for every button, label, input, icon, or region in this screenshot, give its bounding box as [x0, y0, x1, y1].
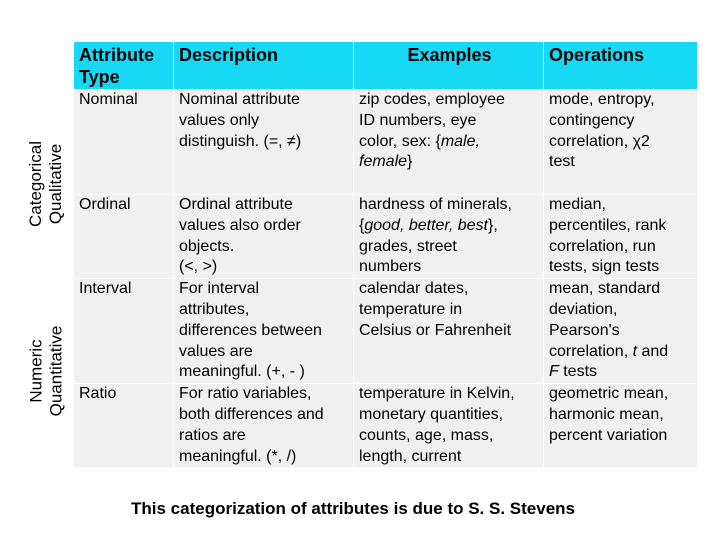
cell-description — [174, 384, 354, 468]
description-line: For ratio variables, — [179, 385, 312, 403]
description-line: differences between — [179, 321, 322, 339]
examples-line: zip codes, employee — [359, 91, 505, 108]
side-label-categorical-line2: Qualitative — [46, 143, 65, 224]
cell-description — [174, 279, 354, 384]
operations-line: correlation, t and — [549, 342, 669, 360]
operations-line: median, — [549, 196, 606, 213]
description-line: values are — [179, 342, 253, 360]
cell-description — [174, 90, 354, 195]
description-line: distinguish. (=, ≠) — [179, 132, 302, 150]
examples-line: length, current — [359, 447, 462, 465]
cell-operations — [544, 279, 698, 384]
examples-line: ID numbers, eye — [359, 111, 477, 129]
header-examples: Examples — [354, 42, 544, 90]
cell-type: Ratio — [74, 384, 174, 468]
description-line: attributes, — [179, 300, 250, 318]
examples-line: calendar dates, — [359, 280, 469, 298]
operations-line: percentiles, rank — [549, 216, 667, 234]
cell-operations — [544, 90, 698, 195]
operations-line: test — [549, 153, 575, 171]
side-label-numeric — [18, 277, 74, 464]
cell-operations — [544, 384, 698, 468]
examples-line: numbers — [359, 258, 422, 276]
header-description: Description — [174, 42, 354, 90]
table-row-ratio — [74, 384, 698, 468]
description-line: meaningful. (+, - ) — [179, 363, 305, 381]
caption: This categorization of attributes is due to S. S. Stevens — [131, 499, 575, 518]
examples-line: temperature in Kelvin, — [359, 385, 515, 403]
examples-line: hardness of minerals, — [359, 196, 512, 213]
examples-line: female} — [359, 153, 413, 171]
description-line: ratios are — [179, 426, 246, 444]
operations-line: deviation, — [549, 300, 618, 318]
operations-line: correlation, χ2 — [549, 132, 650, 150]
description-line: Nominal attribute — [179, 91, 300, 108]
table-row-interval — [74, 279, 698, 384]
description-line: meaningful. (*, /) — [179, 447, 297, 465]
description-line: For interval — [179, 280, 260, 298]
operations-line: correlation, run — [549, 237, 656, 255]
operations-line: mean, standard — [549, 280, 661, 298]
table-header-row — [74, 42, 698, 90]
cell-examples — [354, 279, 544, 384]
attribute-types-table — [73, 41, 698, 468]
description-line: (<, >) — [179, 258, 218, 276]
cell-type: Interval — [74, 279, 174, 384]
description-line: values only — [179, 111, 260, 129]
operations-line: Pearson's — [549, 321, 620, 339]
side-label-categorical-line1: Categorical — [26, 140, 45, 227]
cell-examples — [354, 384, 544, 468]
examples-line: monetary quantities, — [359, 405, 504, 423]
cell-examples — [354, 195, 544, 279]
examples-line: temperature in — [359, 300, 463, 318]
cell-type: Nominal — [74, 90, 174, 195]
table-row-nominal — [74, 90, 698, 195]
operations-line: tests, sign tests — [549, 258, 660, 276]
header-attribute-type: Attribute Type — [74, 42, 174, 90]
description-line: Ordinal attribute — [179, 196, 293, 213]
cell-type: Ordinal — [74, 195, 174, 279]
examples-line: grades, street — [359, 237, 457, 255]
operations-line: percent variation — [549, 426, 668, 444]
cell-operations — [544, 195, 698, 279]
operations-line: harmonic mean, — [549, 405, 664, 423]
description-line: both differences and — [179, 405, 324, 423]
description-line: objects. — [179, 237, 235, 255]
cell-examples — [354, 90, 544, 195]
side-label-numeric-line2: Quantitative — [46, 325, 66, 416]
operations-line: mode, entropy, — [549, 91, 655, 108]
examples-line: color, sex: {male, — [359, 132, 480, 150]
side-label-categorical — [18, 92, 74, 275]
side-label-numeric-line1: Numeric — [26, 338, 46, 403]
table-row-ordinal — [74, 195, 698, 279]
description-line: values also order — [179, 216, 301, 234]
operations-line: contingency — [549, 111, 635, 129]
examples-line: counts, age, mass, — [359, 426, 494, 444]
operations-line: geometric mean, — [549, 385, 669, 403]
cell-description — [174, 195, 354, 279]
header-operations: Operations — [544, 42, 698, 90]
operations-line: F tests — [549, 363, 598, 381]
examples-line: {good, better, best}, — [359, 216, 498, 234]
examples-line: Celsius or Fahrenheit — [359, 321, 512, 339]
